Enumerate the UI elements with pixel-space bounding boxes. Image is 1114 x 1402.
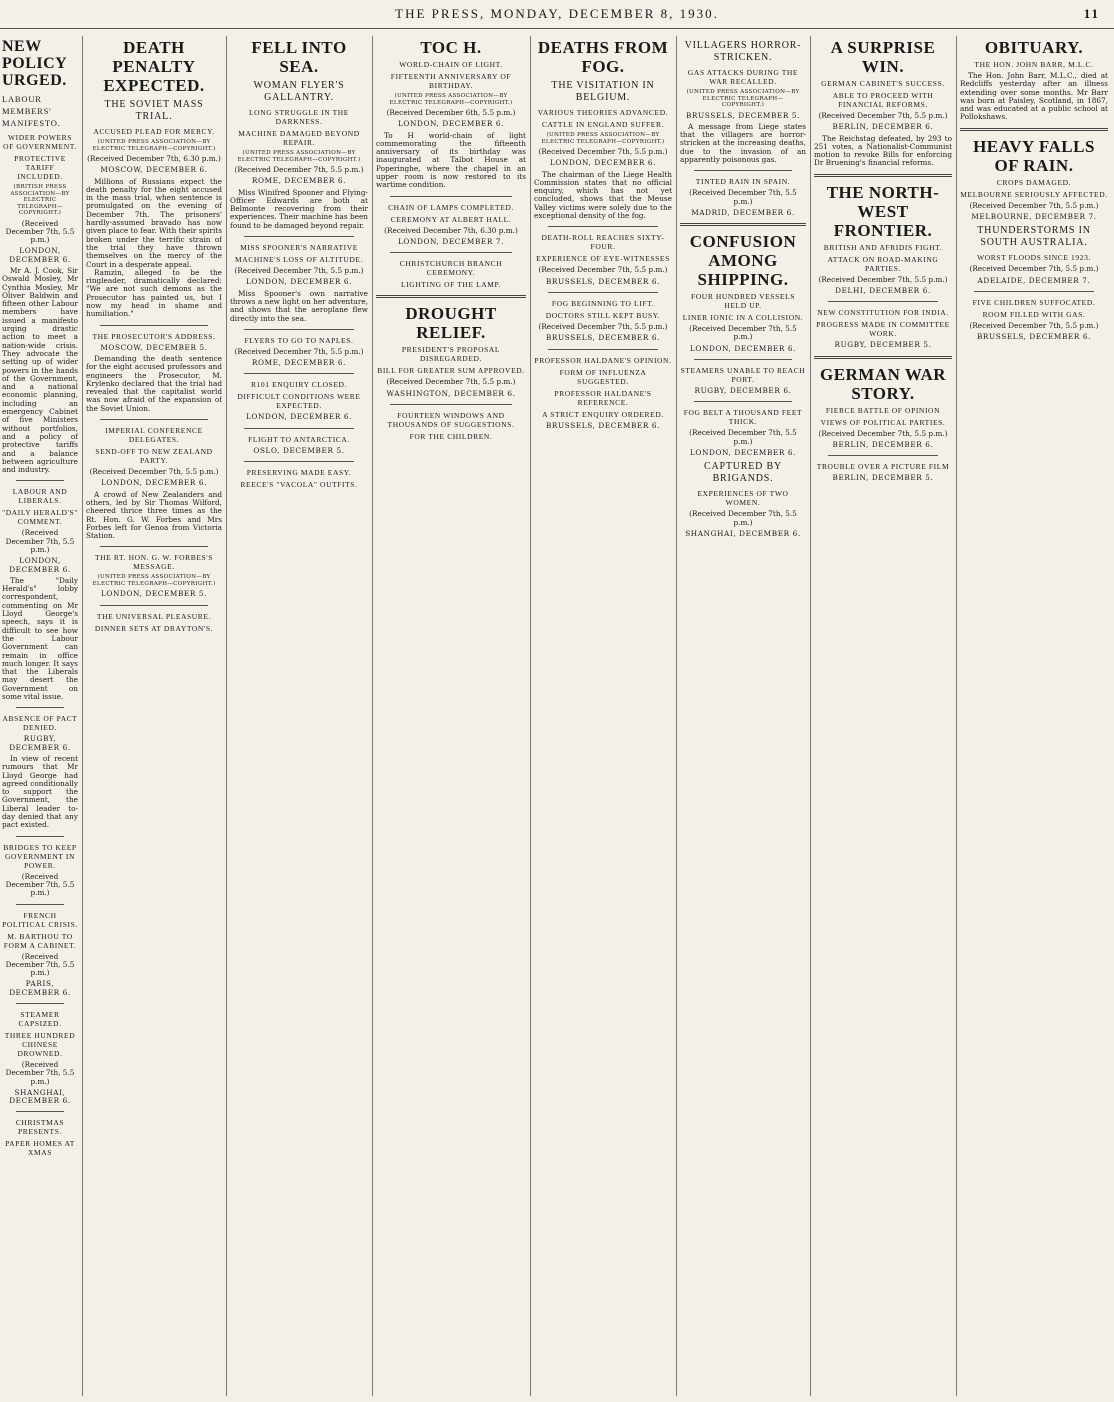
deck: FRENCH POLITICAL CRISIS. bbox=[2, 910, 78, 929]
deck: CATTLE IN ENGLAND SUFFER. bbox=[541, 120, 665, 129]
deck: FORM OF INFLUENZA SUGGESTED. bbox=[559, 367, 647, 386]
masthead bbox=[0, 6, 1114, 24]
received-line: (Received December 7th, 5.5 p.m.) bbox=[818, 274, 948, 284]
section-divider bbox=[694, 170, 792, 171]
deck: WORLD-CHAIN OF LIGHT. bbox=[399, 60, 503, 69]
masthead-rule bbox=[0, 28, 1114, 29]
received-line: (Received December 7th, 5.5 p.m.) bbox=[5, 871, 75, 898]
deck: ACCUSED PLEAD FOR MERCY. bbox=[93, 127, 215, 136]
deck: THE HON. JOHN BARR, M.L.C. bbox=[974, 60, 1094, 69]
deck: FLYERS TO GO TO NAPLES. bbox=[244, 335, 354, 345]
received-line: (Received December 7th, 5.5 p.m.) bbox=[538, 265, 668, 275]
column-rule bbox=[530, 36, 531, 1396]
deck: MACHINE DAMAGED BEYOND REPAIR. bbox=[238, 129, 360, 147]
column-rule bbox=[676, 36, 677, 1396]
deck: REECE'S "VACOLA" OUTFITS. bbox=[240, 480, 358, 490]
dateline: LONDON, DECEMBER 6. bbox=[9, 246, 71, 264]
deck: PRESIDENT'S PROPOSAL DISREGARDED. bbox=[401, 345, 501, 364]
article-paragraph: A message from Liege states that the villagers are horror-stricken at the increasing deaths, due to the invasion of an apparently poisonous gas. bbox=[680, 121, 806, 164]
dateline: BRUSSELS, DECEMBER 5. bbox=[685, 110, 801, 120]
section-divider bbox=[16, 707, 64, 708]
section-divider bbox=[100, 605, 208, 606]
press-credit: (UNITED PRESS ASSOCIATION—BY ELECTRIC TELEGRAPH—COPYRIGHT.) bbox=[237, 150, 361, 163]
column-rule bbox=[372, 36, 373, 1396]
headline: GERMAN WAR STORY. bbox=[819, 364, 947, 403]
deck: GERMAN CABINET'S SUCCESS. bbox=[821, 79, 945, 88]
article-paragraph: Demanding the death sentence for the eight accused professors and engineers the Prosecutor, M. Krylenko declared that the trial had revealed that the capitalist world was now afraid of the expansion of the Soviet Union. bbox=[86, 353, 222, 413]
deck: STEAMERS UNABLE TO REACH PORT. bbox=[680, 366, 806, 385]
press-credit: (BRITISH PRESS ASSOCIATION—BY ELECTRIC TELEGRAPH—COPYRIGHT.) bbox=[10, 184, 70, 216]
headline: CONFUSION AMONG SHIPPING. bbox=[689, 232, 797, 290]
article-paragraph: Miss Winifred Spooner and Flying-Officer Edwards are both at Belmonte recovering from their experiences. Their machine has been found to be damaged beyond repair. bbox=[230, 187, 368, 230]
received-line: (Received December 7th, 5.5 p.m.) bbox=[969, 264, 1099, 274]
received-line: (Received December 7th, 5.5 p.m.) bbox=[818, 428, 948, 438]
subheadline: VILLAGERS HORROR-STRICKEN. bbox=[684, 40, 802, 63]
section-divider bbox=[16, 836, 64, 837]
article-paragraph: In view of recent rumours that Mr Lloyd George had agreed conditionally to support the Government, the Liberal leader to-day denied that any pact existed. bbox=[2, 753, 78, 830]
deck: THE UNIVERSAL PLEASURE. bbox=[96, 611, 212, 621]
subheadline: THUNDERSTORMS IN SOUTH AUSTRALIA. bbox=[977, 225, 1091, 249]
received-line: (Received December 7th, 5.5 p.m.) bbox=[386, 377, 516, 387]
received-line: (Received December 7th, 5.5 p.m.) bbox=[969, 200, 1099, 210]
deck: EXPERIENCE OF EYE-WITNESSES bbox=[536, 254, 670, 264]
deck: ATTACK ON ROAD-MAKING PARTIES. bbox=[827, 254, 939, 273]
deck: ROOM FILLED WITH GAS. bbox=[982, 309, 1086, 319]
article-divider bbox=[376, 295, 526, 298]
received-line: (Received December 7th, 5.5 p.m.) bbox=[234, 346, 364, 356]
dateline: LONDON, DECEMBER 5. bbox=[100, 589, 208, 599]
column-rule bbox=[810, 36, 811, 1396]
dateline: LONDON, DECEMBER 6. bbox=[689, 343, 797, 353]
dateline: BRUSSELS, DECEMBER 6. bbox=[545, 276, 661, 286]
received-line: (Received December 7th, 5.5 p.m.) bbox=[689, 324, 797, 342]
article-paragraph: Ramzin, alleged to be the ringleader, dramatically declared: "We are not such demons as the Prosecutor has painted us, but I now my head in shame and humiliation." bbox=[86, 267, 222, 319]
received-line: (Received December 7th, 5.5 p.m.) bbox=[538, 147, 668, 156]
column-rule bbox=[226, 36, 227, 1396]
dateline: MELBOURNE, DECEMBER 7. bbox=[971, 212, 1097, 222]
article-paragraph: Mr A. J. Cook, Sir Oswald Mosley, Mr Cynthia Mosley, Mr Oliver Baldwin and fifteen other Labour members have issued a manifesto urging drastic action to meet a nation-wide crisis. They advocate the setting up of wider powers in the hands of the Government, and a national economic planning, including an emergency Cabinet of five Ministers without portfolios, and a policy of protective tariffs and a balance between agriculture and industry. bbox=[2, 265, 78, 475]
deck: FIVE CHILDREN SUFFOCATED. bbox=[972, 297, 1096, 307]
received-line: (Received December 7th, 5.5 p.m.) bbox=[538, 321, 668, 331]
deck: EXPERIENCES OF TWO WOMEN. bbox=[697, 489, 789, 508]
deck: VIEWS OF POLITICAL PARTIES. bbox=[820, 417, 946, 427]
deck: DOCTORS STILL KEPT BUSY. bbox=[545, 310, 661, 320]
deck: BRIDGES TO KEEP GOVERNMENT IN POWER. bbox=[3, 842, 77, 870]
dateline: DELHI, DECEMBER 6. bbox=[835, 286, 931, 296]
section-divider bbox=[694, 359, 792, 360]
received-line: (Received December 7th, 5.5 p.m.) bbox=[5, 951, 75, 978]
article-paragraph: Miss Spooner's own narrative throws a new light on her adventure, and shows that the aeroplane flew directly into the sea. bbox=[230, 288, 368, 323]
dateline: SHANGHAI, DECEMBER 6. bbox=[685, 528, 801, 538]
article-divider bbox=[814, 356, 952, 359]
article-divider bbox=[814, 174, 952, 177]
section-divider bbox=[244, 373, 354, 374]
deck: NEW CONSTITUTION FOR INDIA. bbox=[817, 308, 949, 318]
article-paragraph: The "Daily Herald's" lobby correspondent, commenting on Mr Lloyd George's speech, says it is difficult to see how the Labour Government can remain in office much longer. It says that the Liberals may desert the Government on some vital issue. bbox=[2, 575, 78, 702]
deck: MACHINE'S LOSS OF ALTITUDE. bbox=[234, 255, 364, 265]
deck: MISS SPOONER'S NARRATIVE bbox=[240, 243, 358, 253]
dateline: LONDON, DECEMBER 6. bbox=[397, 119, 505, 129]
headline: DEATH PENALTY EXPECTED. bbox=[103, 38, 205, 95]
section-divider bbox=[16, 904, 64, 905]
section-divider bbox=[390, 404, 512, 405]
received-line: (Received December 7th, 5.5 p.m.) bbox=[689, 428, 797, 446]
deck: FOR THE CHILDREN. bbox=[409, 431, 493, 441]
deck: IMPERIAL CONFERENCE DELEGATES. bbox=[105, 426, 203, 445]
section-divider bbox=[100, 419, 208, 420]
subheadline: THE SOVIET MASS TRIAL. bbox=[104, 99, 204, 122]
deck: WIDER POWERS OF GOVERNMENT. bbox=[3, 133, 77, 151]
column-1 bbox=[2, 36, 78, 1396]
article-paragraph: The Hon. John Barr, M.L.C., died at Redcliffs yesterday after an illness extending over some months. Mr Barr was born at Paisley, Scotland, in 1867, and was educated at a public school at Pollokshaws. bbox=[960, 71, 1108, 122]
deck: LONG STRUGGLE IN THE DARKNESS. bbox=[249, 108, 349, 126]
dateline: RUGBY, DECEMBER 6. bbox=[694, 386, 792, 396]
deck: CEREMONY AT ALBERT HALL. bbox=[390, 214, 512, 224]
deck: A STRICT ENQUIRY ORDERED. bbox=[542, 409, 664, 419]
headline: OBITUARY. bbox=[984, 38, 1084, 57]
dateline: ADELAIDE, DECEMBER 7. bbox=[977, 275, 1091, 285]
deck: GAS ATTACKS DURING THE WAR RECALLED. bbox=[687, 68, 799, 86]
section-divider bbox=[694, 401, 792, 402]
section-divider bbox=[244, 428, 354, 429]
deck: PROGRESS MADE IN COMMITTEE WORK. bbox=[816, 320, 950, 339]
headline: THE NORTH-WEST FRONTIER. bbox=[826, 182, 940, 240]
received-line: (Received December 7th, 5.5 p.m.) bbox=[89, 467, 219, 477]
column-4 bbox=[376, 36, 526, 1396]
dateline: RUGBY, DECEMBER 5. bbox=[834, 340, 932, 350]
subheadline: WOMAN FLYER'S GALLANTRY. bbox=[253, 80, 345, 103]
column-2 bbox=[86, 36, 222, 1396]
deck: MELBOURNE SERIOUSLY AFFECTED. bbox=[960, 189, 1108, 199]
column-rule bbox=[82, 36, 83, 1396]
deck: CHAIN OF LAMPS COMPLETED. bbox=[388, 202, 514, 212]
section-divider bbox=[244, 329, 354, 330]
column-rule bbox=[956, 36, 957, 1396]
masthead-title: THE PRESS, MONDAY, DECEMBER 8, 1930. bbox=[395, 6, 719, 21]
press-credit: (UNITED PRESS ASSOCIATION—BY ELECTRIC TELEGRAPH—COPYRIGHT.) bbox=[389, 93, 513, 106]
dateline: SHANGHAI, DECEMBER 6. bbox=[9, 1087, 71, 1106]
dateline: ROME, DECEMBER 6. bbox=[251, 358, 347, 368]
headline: HEAVY FALLS OF RAIN. bbox=[973, 136, 1095, 175]
article-paragraph: A crowd of New Zealanders and others, led by Sir Thomas Wilford, cheered thrice three times as the Rt. Hon. G. W. Forbes and Mrs Forbes left for Genoa from Victoria Station. bbox=[86, 489, 222, 541]
received-line: (Received December 7th, 5.5 p.m.) bbox=[689, 509, 797, 527]
press-credit: (UNITED PRESS ASSOCIATION—BY ELECTRIC TELEGRAPH—COPYRIGHT.) bbox=[686, 89, 800, 108]
deck: FOUR HUNDRED VESSELS HELD UP. bbox=[691, 292, 795, 311]
deck: DINNER SETS AT DRAYTON'S. bbox=[94, 623, 214, 633]
section-divider bbox=[100, 325, 208, 326]
dateline: LONDON, DECEMBER 6. bbox=[245, 277, 353, 287]
received-line: (Received December 7th, 6.30 p.m.) bbox=[87, 154, 221, 163]
dateline: MADRID, DECEMBER 6. bbox=[691, 207, 795, 217]
dateline: RUGBY, DECEMBER 6. bbox=[9, 734, 71, 752]
headline: DROUGHT RELIEF. bbox=[405, 304, 497, 343]
press-credit: (UNITED PRESS ASSOCIATION—BY ELECTRIC TELEGRAPH—COPYRIGHT.) bbox=[92, 139, 216, 152]
received-line: (Received December 7th, 5.5 p.m.) bbox=[5, 218, 75, 245]
article-paragraph: Millions of Russians expect the death penalty for the eight accused in the mass trial, when sentence is promulgated on the evening of December 7th. The prisoners' hardly-assumed bravado has now given place to fear. With their spirits broken under the terrific strain of the trial they have thrown themselves on the mercy of the Court in a desperate appeal. bbox=[86, 176, 222, 269]
subheadline: LABOUR MEMBERS' MANIFESTO. bbox=[2, 94, 61, 128]
deck: FIFTEENTH ANNIVERSARY OF BIRTHDAY. bbox=[390, 72, 512, 90]
article-divider bbox=[960, 128, 1108, 131]
deck: DIFFICULT CONDITIONS WERE EXPECTED. bbox=[237, 392, 361, 411]
section-divider bbox=[390, 252, 512, 253]
section-divider bbox=[548, 292, 658, 293]
deck: STEAMER CAPSIZED. bbox=[18, 1009, 62, 1028]
deck: THE RT. HON. G. W. FORBES'S MESSAGE. bbox=[94, 553, 214, 572]
press-credit: (UNITED PRESS ASSOCIATION—BY ELECTRIC TELEGRAPH—COPYRIGHT.) bbox=[92, 574, 216, 587]
received-line: (Received December 7th, 5.5 p.m.) bbox=[969, 320, 1099, 330]
subheadline: THE VISITATION IN BELGIUM. bbox=[551, 80, 655, 103]
headline: FELL INTO SEA. bbox=[251, 38, 347, 76]
received-line: (Received December 7th, 5.5 p.m.) bbox=[818, 111, 948, 120]
subheadline: CAPTURED BY BRIGANDS. bbox=[704, 461, 782, 485]
received-line: (Received December 7th, 5.5 p.m.) bbox=[5, 1059, 75, 1086]
column-6 bbox=[680, 36, 806, 1396]
column-5 bbox=[534, 36, 672, 1396]
headline: DEATHS FROM FOG. bbox=[537, 38, 669, 76]
dateline: LONDON, DECEMBER 6. bbox=[549, 158, 657, 168]
deck: CHRISTCHURCH BRANCH CEREMONY. bbox=[399, 259, 503, 278]
article-paragraph: The Reichstag defeated, by 293 to 251 votes, a Nationalist-Communist motion to revoke Bills for enforcing Dr Bruening's financial reforms. bbox=[814, 133, 952, 168]
deck: FOURTEEN WINDOWS AND THOUSANDS OF SUGGESTIONS. bbox=[387, 410, 515, 429]
deck: PROTECTIVE TARIFF INCLUDED. bbox=[14, 154, 66, 181]
deck: BILL FOR GREATER SUM APPROVED. bbox=[377, 366, 525, 376]
received-line: (Received December 7th, 6.30 p.m.) bbox=[384, 225, 518, 235]
section-divider bbox=[548, 226, 658, 227]
headline: TOC H. bbox=[420, 38, 482, 57]
deck: PAPER HOMES AT XMAS bbox=[5, 1139, 75, 1158]
column-8 bbox=[960, 36, 1108, 1396]
deck: LABOUR AND LIBERALS. bbox=[12, 487, 68, 506]
received-line: (Received December 7th, 5.5 p.m.) bbox=[689, 188, 797, 206]
deck: VARIOUS THEORIES ADVANCED. bbox=[537, 108, 669, 117]
section-divider bbox=[390, 196, 512, 197]
dateline: BRUSSELS, DECEMBER 6. bbox=[976, 332, 1092, 342]
deck: PROFESSOR HALDANE'S REFERENCE. bbox=[554, 388, 652, 407]
section-divider bbox=[244, 236, 354, 237]
dateline: MOSCOW, DECEMBER 5. bbox=[100, 342, 208, 352]
section-divider bbox=[100, 546, 208, 547]
deck: SEND-OFF TO NEW ZEALAND PARTY. bbox=[95, 447, 213, 466]
deck: BRITISH AND AFRIDIS FIGHT. bbox=[823, 242, 943, 252]
section-divider bbox=[244, 461, 354, 462]
dateline: LONDON, DECEMBER 6. bbox=[689, 447, 797, 457]
dateline: PARIS, DECEMBER 6. bbox=[9, 979, 71, 997]
received-line: (Received December 7th, 5.5 p.m.) bbox=[234, 165, 364, 174]
section-divider bbox=[16, 1111, 64, 1112]
dateline: LONDON, DECEMBER 6. bbox=[245, 412, 353, 422]
dateline: LONDON, DECEMBER 7. bbox=[397, 236, 505, 246]
section-divider bbox=[828, 301, 938, 302]
dateline: WASHINGTON, DECEMBER 6. bbox=[386, 388, 516, 398]
deck: FLIGHT TO ANTARCTICA. bbox=[248, 434, 350, 444]
press-credit: (UNITED PRESS ASSOCIATION—BY ELECTRIC TELEGRAPH—COPYRIGHT.) bbox=[541, 132, 665, 145]
deck: TROUBLE OVER A PICTURE FILM bbox=[816, 462, 950, 472]
dateline: BERLIN, DECEMBER 6. bbox=[832, 439, 934, 449]
deck: CROPS DAMAGED. bbox=[996, 177, 1072, 187]
dateline: MOSCOW, DECEMBER 6. bbox=[100, 165, 208, 175]
deck: ABSENCE OF PACT DENIED. bbox=[2, 714, 78, 733]
dateline: LONDON, DECEMBER 6. bbox=[9, 556, 71, 574]
deck: PROFESSOR HALDANE'S OPINION. bbox=[534, 355, 672, 365]
column-3 bbox=[230, 36, 368, 1396]
deck: TINTED RAIN IN SPAIN. bbox=[695, 177, 791, 187]
page-number: 11 bbox=[1083, 6, 1100, 21]
deck: R101 ENQUIRY CLOSED. bbox=[250, 380, 348, 390]
deck: ABLE TO PROCEED WITH FINANCIAL REFORMS. bbox=[832, 91, 934, 109]
received-line: (Received December 7th, 5.5 p.m.) bbox=[234, 266, 364, 276]
deck: M. BARTHOU TO FORM A CABINET. bbox=[3, 931, 77, 950]
deck: THREE HUNDRED CHINESE DROWNED. bbox=[4, 1030, 76, 1058]
section-divider bbox=[16, 480, 64, 481]
deck: WORST FLOODS SINCE 1923. bbox=[977, 253, 1091, 263]
deck: LIGHTING OF THE LAMP. bbox=[401, 280, 501, 290]
dateline: BERLIN, DECEMBER 5. bbox=[832, 473, 934, 483]
deck: CHRISTMAS PRESENTS. bbox=[15, 1118, 65, 1137]
dateline: LONDON, DECEMBER 6. bbox=[100, 478, 208, 488]
headline: NEW POLICY URGED. bbox=[2, 38, 67, 89]
section-divider bbox=[974, 291, 1094, 292]
received-line: (Received December 7th, 5.5 p.m.) bbox=[5, 528, 75, 554]
article-paragraph: To H world-chain of light commemorating the fifteenth anniversary of its birthday was inaugurated at Talbot House at Poperinghe, where the chapel in an upper room is now restored to its wartime condition. bbox=[376, 130, 526, 190]
headline: A SURPRISE WIN. bbox=[830, 38, 936, 76]
section-divider bbox=[548, 349, 658, 350]
deck: FOG BEGINNING TO LIFT. bbox=[551, 298, 655, 308]
deck: FIERCE BATTLE OF OPINION bbox=[825, 405, 941, 415]
dateline: BRUSSELS, DECEMBER 6. bbox=[545, 420, 661, 430]
deck: PRESERVING MADE EASY. bbox=[246, 468, 352, 478]
column-7 bbox=[814, 36, 952, 1396]
received-line: (Received December 6th, 5.5 p.m.) bbox=[386, 108, 516, 117]
dateline: ROME, DECEMBER 6. bbox=[251, 176, 347, 186]
article-divider bbox=[680, 223, 806, 226]
section-divider bbox=[16, 1003, 64, 1004]
deck: THE PROSECUTOR'S ADDRESS. bbox=[92, 331, 216, 341]
deck: LINER IONIC IN A COLLISION. bbox=[682, 313, 804, 323]
article-paragraph: The chairman of the Liege Health Commission states that no official enquiry, which has not yet concluded, shows that the Meuse Valley victims were solely due to the exceptional density of the fog. bbox=[534, 169, 672, 221]
dateline: BRUSSELS, DECEMBER 6. bbox=[545, 333, 661, 343]
deck: FOG BELT A THOUSAND FEET THICK. bbox=[683, 408, 803, 427]
deck: DEATH-ROLL REACHES SIXTY-FOUR. bbox=[541, 233, 665, 252]
deck: "DAILY HERALD'S" COMMENT. bbox=[2, 508, 78, 527]
dateline: BERLIN, DECEMBER 6. bbox=[832, 122, 934, 132]
dateline: OSLO, DECEMBER 5. bbox=[253, 445, 345, 455]
section-divider bbox=[828, 455, 938, 456]
